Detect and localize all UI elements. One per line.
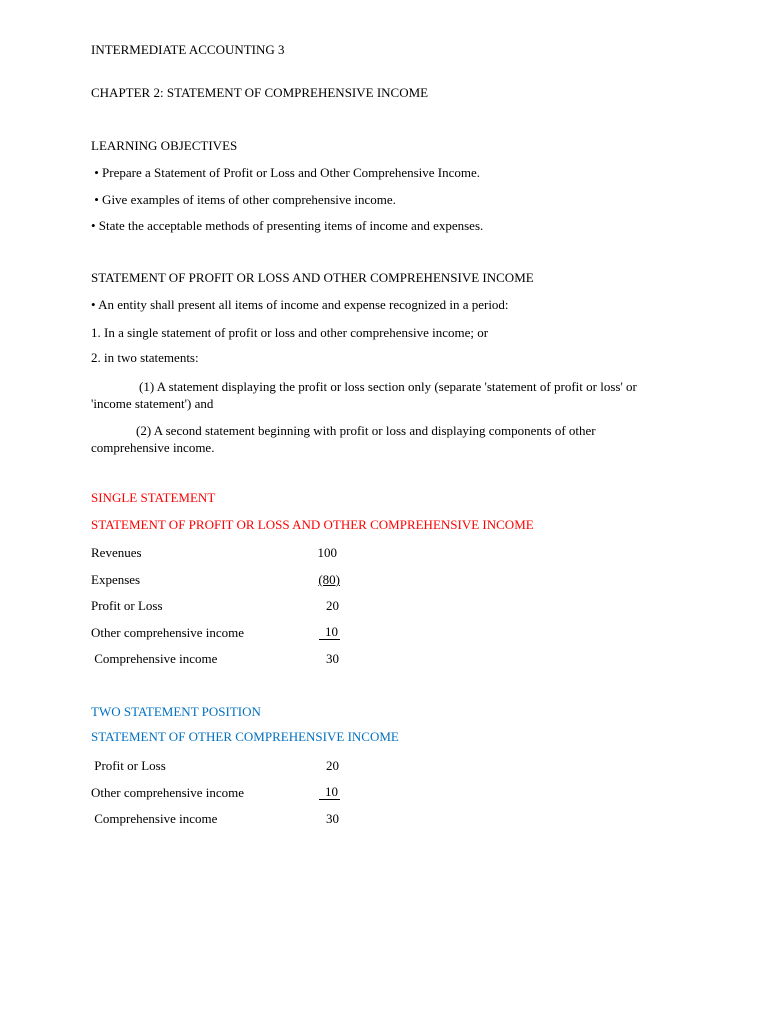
objective-item: • Give examples of items of other comprehensive income. <box>91 192 396 207</box>
table-row <box>91 625 351 641</box>
row-label: Comprehensive income <box>91 651 218 666</box>
row-value: 100 <box>317 545 337 560</box>
single-statement-subheading: STATEMENT OF PROFIT OR LOSS AND OTHER COMPREHENSIVE INCOME <box>91 517 534 532</box>
table-row <box>91 651 351 667</box>
sploci-sub-2: (2) A second statement beginning with profit or loss and displaying components of other comprehensive income. <box>91 423 596 455</box>
row-label: Revenues <box>91 545 142 560</box>
row-value: 30 <box>326 651 339 666</box>
row-label: Expenses <box>91 572 141 587</box>
sploci-sub-1: (1) A statement displaying the profit or loss section only (separate 'statement of profit or loss' or 'income statement') and <box>91 379 637 411</box>
two-statement-heading: TWO STATEMENT POSITION <box>91 704 261 719</box>
row-label: Profit or Loss <box>91 758 166 773</box>
course-title: INTERMEDIATE ACCOUNTING 3 <box>91 42 285 57</box>
table-row <box>91 598 351 614</box>
objective-item: • State the acceptable methods of presenting items of income and expenses. <box>91 218 484 233</box>
table-row <box>91 758 351 774</box>
chapter-title: CHAPTER 2: STATEMENT OF COMPREHENSIVE INCOME <box>91 85 429 100</box>
sploci-heading: STATEMENT OF PROFIT OR LOSS AND OTHER COMPREHENSIVE INCOME <box>91 270 534 285</box>
table-row <box>91 785 351 801</box>
row-value: 10 <box>319 785 340 800</box>
objectives-heading: LEARNING OBJECTIVES <box>91 138 238 153</box>
row-value: (80) <box>318 572 340 587</box>
row-value: 30 <box>326 811 339 826</box>
row-value: 20 <box>326 758 339 773</box>
row-label: Comprehensive income <box>91 811 218 826</box>
sploci-intro: • An entity shall present all items of income and expense recognized in a period: <box>91 297 509 312</box>
two-statement-subheading: STATEMENT OF OTHER COMPREHENSIVE INCOME <box>91 729 399 744</box>
row-label: Other comprehensive income <box>91 785 245 800</box>
row-value: 10 <box>319 625 340 640</box>
row-label: Other comprehensive income <box>91 625 245 640</box>
table-row <box>91 811 351 827</box>
objective-item: • Prepare a Statement of Profit or Loss and Other Comprehensive Income. <box>91 165 481 180</box>
row-label: Profit or Loss <box>91 598 163 613</box>
table-row <box>91 545 351 561</box>
row-value: 20 <box>326 598 339 613</box>
sploci-option-1: 1. In a single statement of profit or loss and other comprehensive income; or <box>91 325 489 340</box>
table-row <box>91 572 351 588</box>
single-statement-heading: SINGLE STATEMENT <box>91 490 216 505</box>
sploci-option-2: 2. in two statements: <box>91 350 199 365</box>
